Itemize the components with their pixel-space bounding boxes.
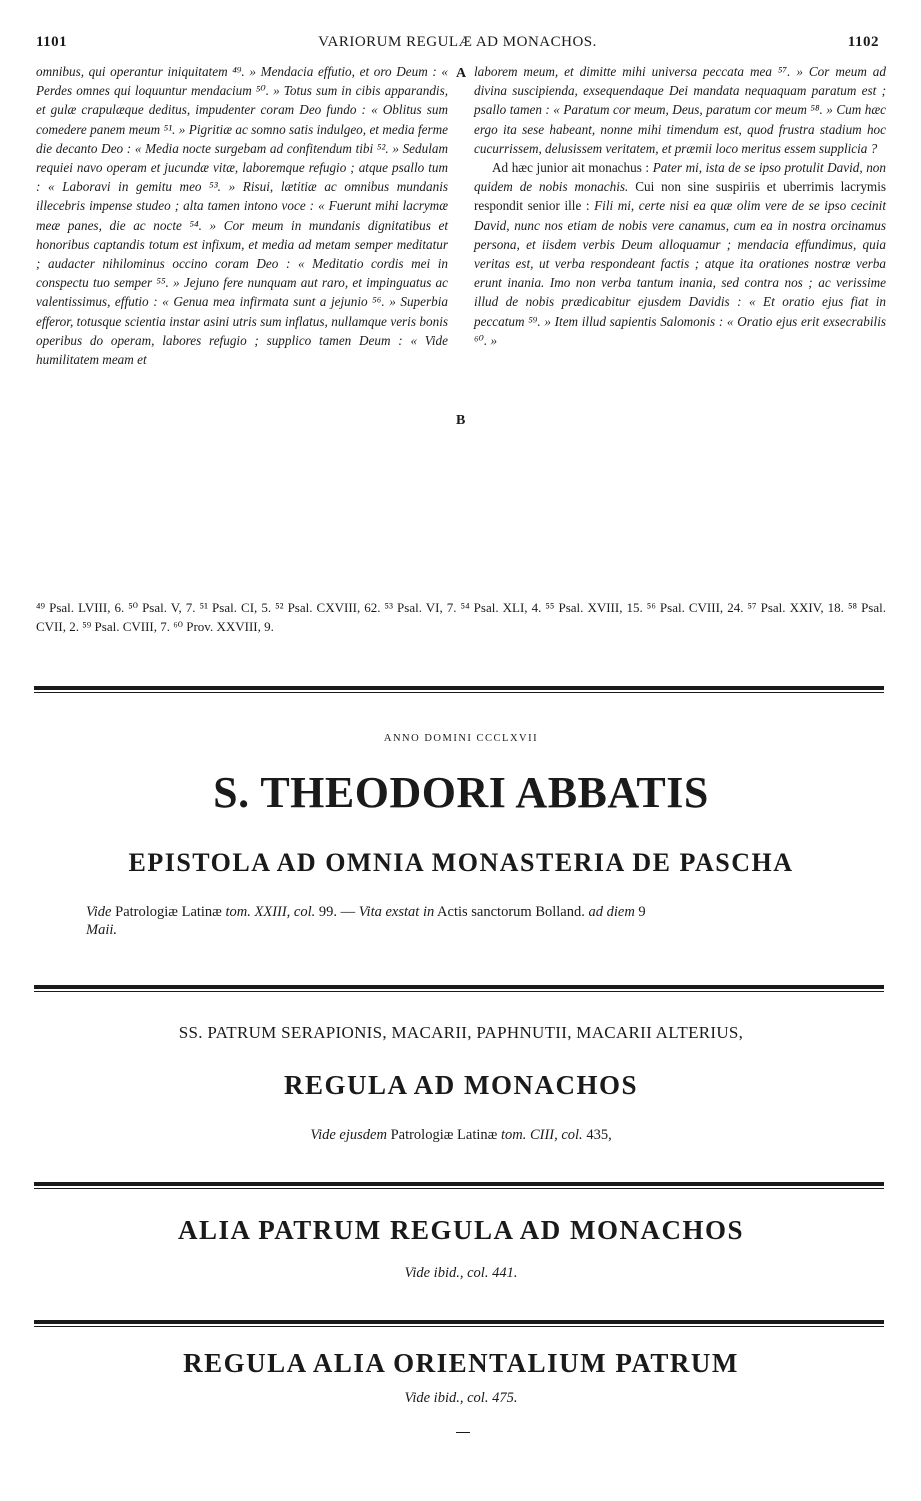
footnote-text: ⁴⁹ Psal. LVIII, 6. ⁵⁰ Psal. V, 7. ⁵¹ Psal. CI, 5. ⁵² Psal. CXVIII, 62. ⁵³ Psal. VI, 7. ⁵⁴ Psal. XLI, 4. ⁵⁵ Psal. XVIII, 15. ⁵⁶ Psal. CVIII, 24. ⁵⁷ Psal. XXIV, 18. ⁵⁸ Psal. CVII, 2. ⁵⁹ Psal. CVIII, 7. ⁶⁰ Prov. XXVIII, 9.	[36, 600, 886, 634]
alia-regula-title: ALIA PATRUM REGULA AD MONACHOS	[177, 1215, 745, 1245]
main-title: S. THEODORI ABBATIS	[213, 768, 709, 817]
narration-1: Ad hæc junior ait monachus :	[492, 160, 653, 176]
right-column-paragraph-2	[474, 158, 886, 350]
running-header	[36, 34, 879, 51]
orientalium-reference: Vide ibid., col. 475.	[404, 1390, 518, 1406]
double-rule	[34, 985, 884, 992]
left-column-text: omnibus, qui operantur iniquitatem ⁴⁹. » Mendacia effutio, et oro Deum : « Perdes omnes qui loquuntur mendacium ⁵⁰. » Totus sum in cibis apparandis, et gulæ crapulæque deditus, impudenter coram Deo fundo : « Oblitus sum comedere panem meum ⁵¹. » Pigritiæ ac somno satis indulgeo, et media ferme die decanto Deo : « Media nocte surgebam ad confitendum tibi ⁵². » Sedulam requiei navo operam et jucundæ vitæ, laboremque refugio ; atque psallo tum : « Laboravi in gemitu meo ⁵³. » Risui, lætitiæ ac omnibus mundanis illecebris impense studeo ; alta tamen intono voce : « Fuerunt mihi lacrymæ meæ panes, die ac nocte ⁵⁴. » Cor meum in mundanis dignitatibus et honoribus captandis totum est infixum, et media ad metam semper meditatur ; audacter nihilominus occino coram Deo : « Meditatio cordis mei in conspectu tuo semper ⁵⁵. » Jejuno fere nunquam aut raro, et impinguatus ac valentissimus, effutio : « Genua mea infirmata sunt a jejunio ⁵⁶. » Superbia efferor, totusque scientia instar asini utris sum inflatus, nullamque veris bonis operibus do operam, labores refugio ; supplico tamen Deum : « Vide humilitatem meam et	[36, 64, 448, 368]
orientalium-title: REGULA ALIA ORIENTALIUM PATRUM	[183, 1348, 739, 1378]
alia-regula-reference: Vide ibid., col. 441.	[404, 1265, 518, 1281]
margin-mark-b: B	[456, 413, 466, 428]
narration-2: Cui non sine suspiriis et uberrimis lacrymis respondit senior ille :	[474, 179, 886, 214]
double-rule	[34, 1182, 884, 1189]
anno-domini: ANNO DOMINI CCCLXVII	[383, 733, 539, 744]
left-column-number: 1101	[36, 34, 68, 50]
fathers-heading: SS. PATRUM SERAPIONIS, MACARII, PAPHNUTII, MACARII ALTERIUS,	[178, 1023, 744, 1042]
double-rule	[34, 686, 884, 693]
epistola-reference: Vide Patrologiæ Latinæ tom. XXIII, col. 99. — Vita exstat in Actis sanctorum Bolland. ad diem 9 Maii.	[86, 904, 646, 938]
regula-reference: Vide ejusdem Patrologiæ Latinæ tom. CIII, col. 435,	[310, 1127, 612, 1143]
margin-mark-a: A	[456, 66, 467, 81]
left-column	[36, 62, 448, 369]
right-column-paragraph-1: laborem meum, et dimitte mihi universa peccata mea ⁵⁷. » Cor meum ad divina suscipienda, exsequendaque Dei mandata nequaquam paratum est ; psallo tamen : « Paratum cor meum, Deus, paratum cor meum ⁵⁸. » Cum hæc ergo ita sese habeant, nonne mihi timendum est, quod frustra stadium hoc cucurrissem, delusissem veritatem, et præmii loco meritus essem supplicia ?	[474, 64, 886, 156]
body-columns	[36, 62, 886, 369]
epistola-title: EPISTOLA AD OMNIA MONASTERIA DE PASCHA	[128, 848, 794, 877]
right-column-number: 1102	[847, 34, 879, 50]
end-dash	[456, 1432, 470, 1433]
senior-speech: Fili mi, certe nisi ea quæ olim vere de se ipso cecinit David, nunc nos etiam de nobis vere canamus, cum ea in nostra orcinamus persona, et iisdem verbis Deum alloquamur ; mendacia effundimus, quia veritas est, ut verba respondeant factis ; atque ita orationes nostræ verba erunt inania. Imo non verba tantum inania, sed contra nos ; ac verissime illud de nobis prædicabitur ejusdem Davidis : « Et oratio ejus fiat in peccatum ⁵⁹. » Item illud sapientis Salomonis : « Oratio ejus erit exsecrabilis ⁶⁰. »	[474, 198, 886, 348]
junior-speech: Pater mi, ista de se ipso protulit David, non quidem de nobis monachis.	[474, 160, 886, 195]
double-rule	[34, 1320, 884, 1327]
regula-title: REGULA AD MONACHOS	[283, 1070, 639, 1100]
footnotes	[36, 598, 886, 636]
running-title: VARIORUM REGULÆ AD MONACHOS.	[318, 34, 597, 50]
right-column	[474, 62, 886, 369]
